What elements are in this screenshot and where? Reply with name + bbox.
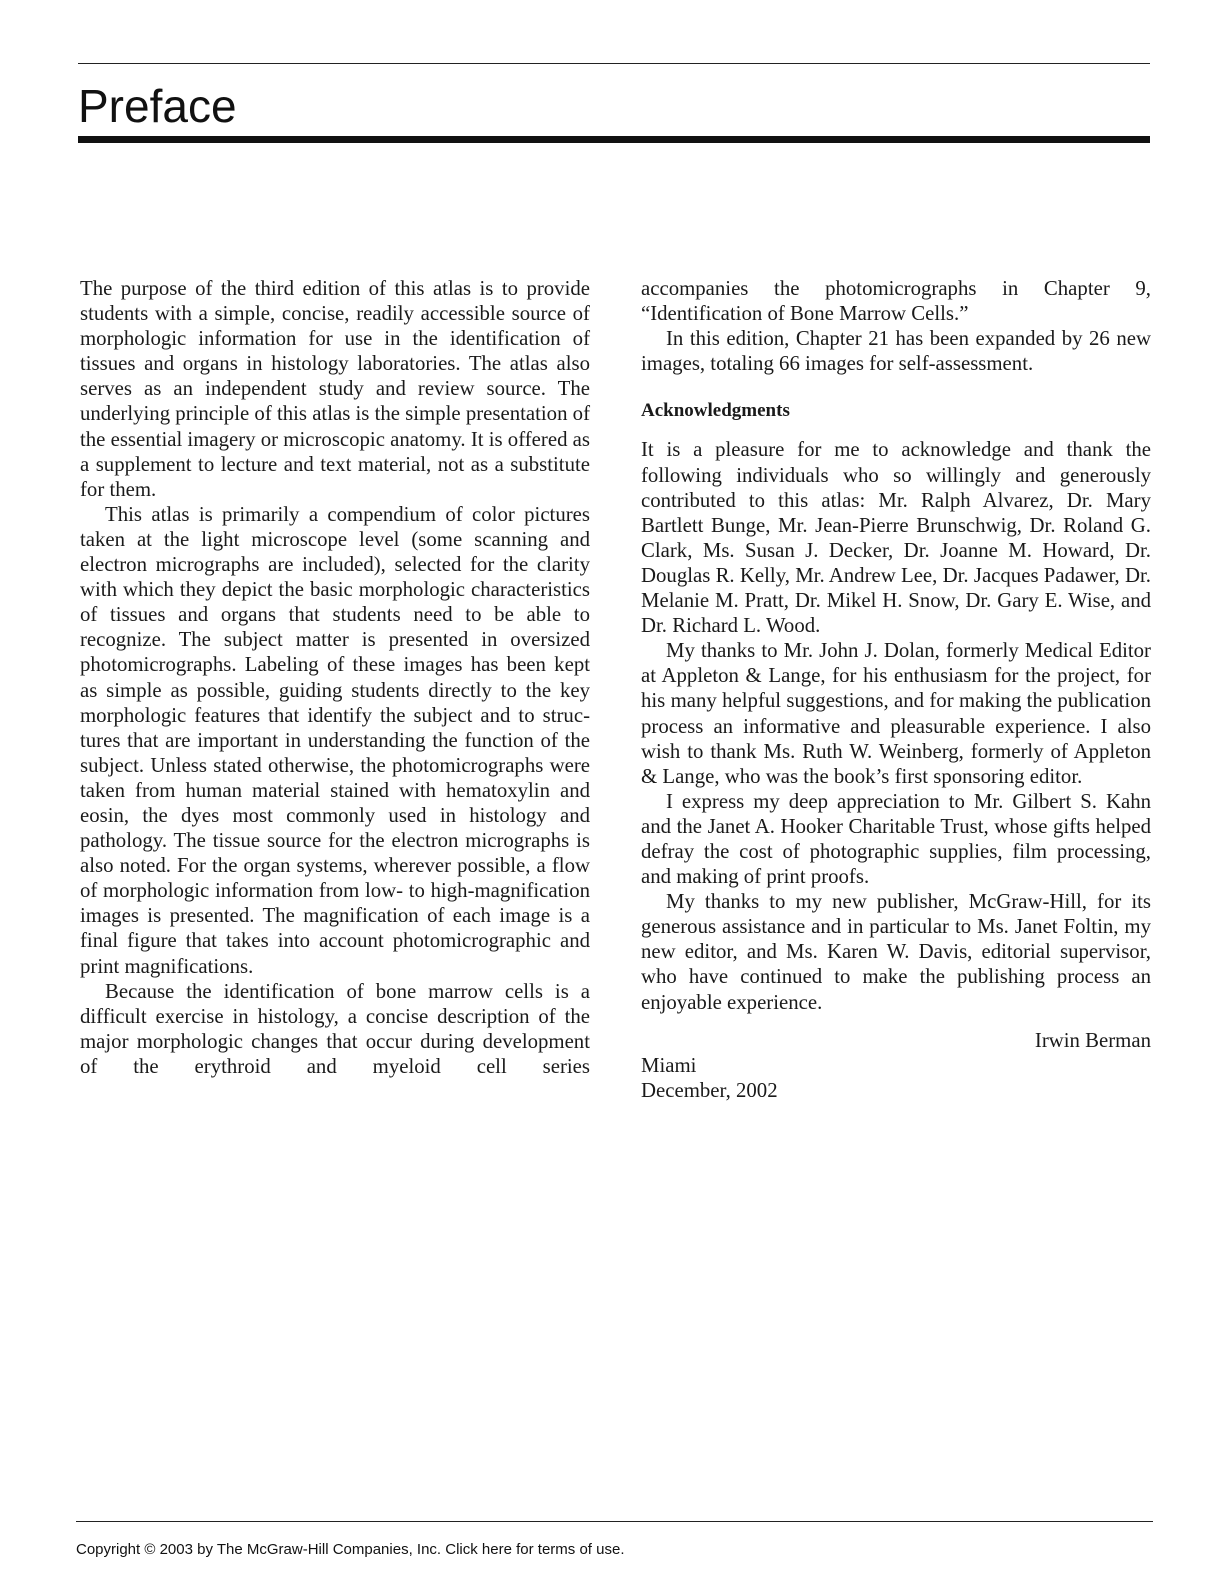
ack-paragraph-dolan: My thanks to Mr. John J. Dolan, formerly Medical Editor at Appleton & Lange, for his enthusiasm for the project, for his many helpful suggestions, and for making the publication process an informative and pleasurable experience. I also wish to thank Ms. Ruth W. Weinberg, formerly of Appleton & Lange, who was the book’s first sponsoring editor. [641, 639, 1151, 788]
right-column [641, 276, 1151, 1103]
paragraph-edition: In this edition, Chapter 21 has been expanded by 26 new images, totaling 66 images for self-assessment. [641, 327, 1151, 376]
top-rule [78, 63, 1150, 64]
page-title: Preface [78, 80, 237, 132]
author-signature: Irwin Berman [1034, 1028, 1151, 1052]
paragraph-purpose: The purpose of the third edition of this atlas is to provide students with a simple, concise, readily accessible source of morphologic information for use in the identification of tissues and organs in histology laboratories. The atlas also serves as an independent study and review source. The underlying principle of this atlas is the simple presentation of the essential imagery or microscopic anatomy. It is offered as a supplement to lecture and text material, not as a substitute for them. [80, 277, 590, 501]
title-underline [78, 136, 1150, 143]
date: December, 2002 [641, 1078, 778, 1102]
left-column [80, 276, 590, 1079]
place: Miami [641, 1053, 697, 1077]
acknowledgments-heading: Acknowledgments [641, 400, 790, 422]
paragraph-bone-marrow: Because the identification of bone marrow cells is a difficult exercise in histology, a concise description of the major morphologic changes that occur during development of the erythroid and myeloid cell series [80, 979, 590, 1078]
copyright-text: Copyright © 2003 by The McGraw-Hill Companies, Inc. [76, 1541, 442, 1558]
ack-paragraph-publisher: My thanks to my new publisher, McGraw-Hill, for its generous assistance and in particular to Ms. Janet Foltin, my new editor, and Ms. Karen W. Davis, editorial supervisor, who have continued to make the publishing process an enjoyable experience. [641, 890, 1151, 1014]
paragraph-compendium: This atlas is primarily a compendium of color pictures taken at the light microscope level (some scanning and electron micrographs are included), selected for the clarity with which they depict the basic morphologic characteristics of tissues and organs that students need to be able to recognize. The subject matter is presented in oversized photomicrographs. Labeling of these images has been kept as simple as possible, guiding students directly to the key morphologic features that identify the subject and to structures that are important in understanding the function of the subject. Unless stated otherwise, the photomicrographs were taken from human material stained with hematoxylin and eosin, the dyes most commonly used in histology and pathology. The tissue source for the electron micrographs is also noted. For the organ systems, wherever possible, a flow of morphologic information from low- to high-magnification images is presented. The magnification of each image is a final figure that takes into account photomicrographic and print magnifications. [80, 502, 590, 978]
footer-rule [76, 1521, 1153, 1522]
paragraph-continuation: accompanies the photomicrographs in Chapter 9, “Identification of Bone Marrow Cells.” [641, 277, 1151, 326]
ack-paragraph-contributors: It is a pleasure for me to acknowledge and thank the following individuals who so willingly and generously contributed to this atlas: Mr. Ralph Alvarez, Dr. Mary Bartlett Bunge, Mr. Jean-Pierre Brunschwig, Dr. Roland G. Clark, Ms. Susan J. Decker, Dr. Joanne M. Howard, Dr. Douglas R. Kelly, Mr. Andrew Lee, Dr. Jacques Padawer, Dr. Melanie M. Pratt, Dr. Mikel H. Snow, Dr. Gary E. Wise, and Dr. Richard L. Wood. [641, 438, 1151, 638]
footer [76, 1541, 625, 1559]
terms-of-use-link[interactable]: Click here for terms of use. [445, 1541, 625, 1558]
ack-paragraph-kahn: I express my deep appreciation to Mr. Gilbert S. Kahn and the Janet A. Hooker Charitable Trust, whose gifts helped defray the cost of photographic supplies, film processing, and making of print proofs. [641, 789, 1151, 889]
